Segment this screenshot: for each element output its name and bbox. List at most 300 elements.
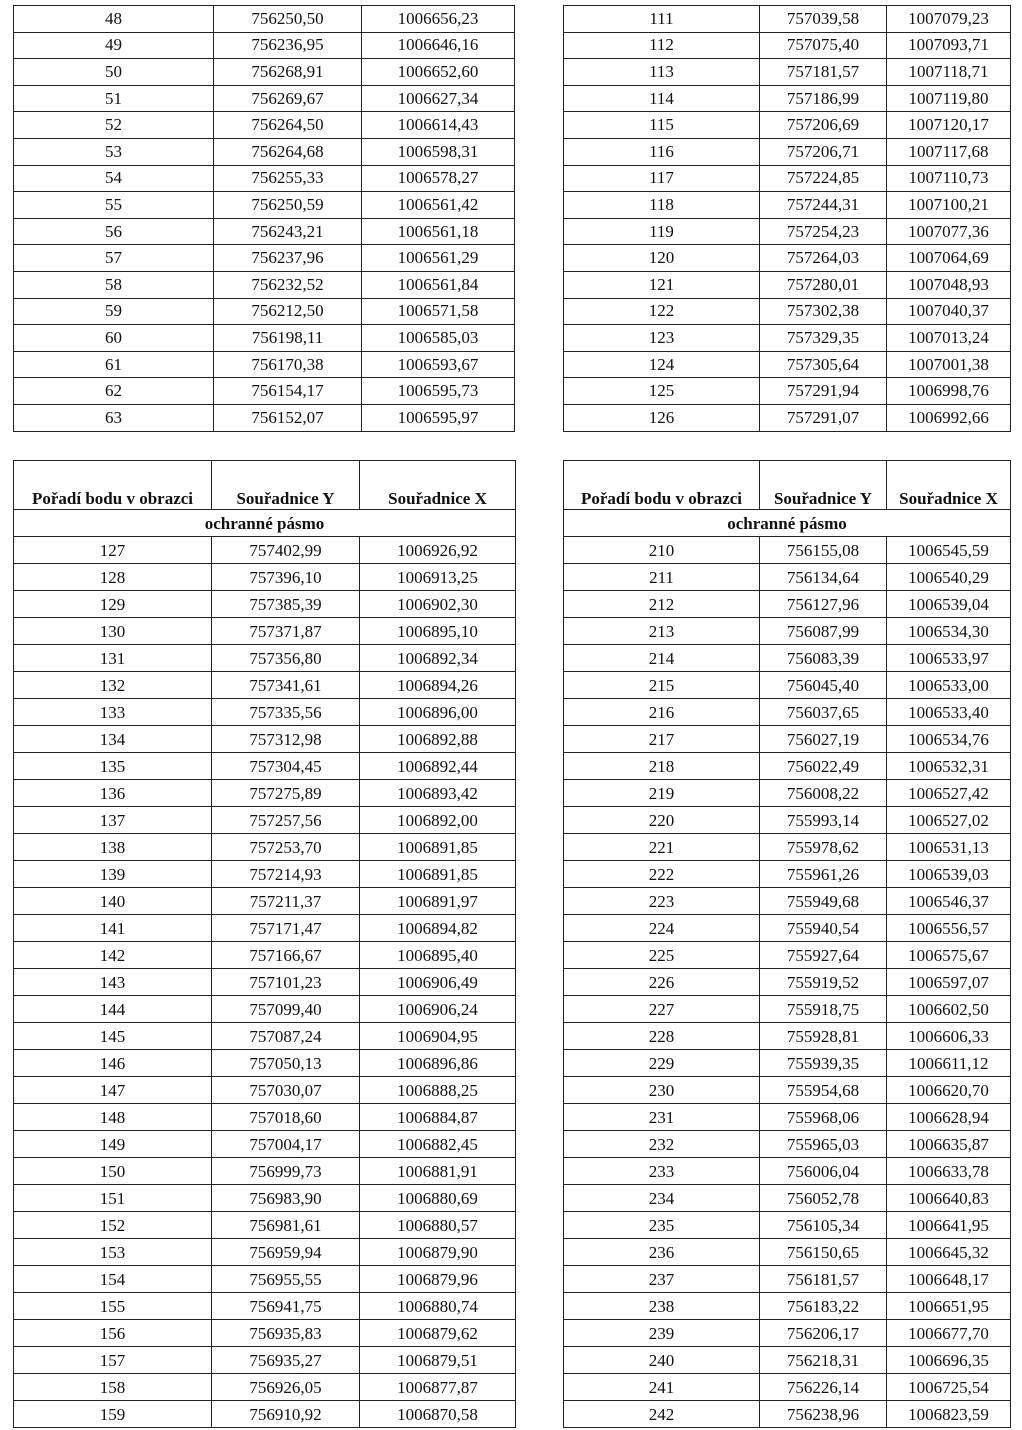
coordinate-y-cell: 755954,68 xyxy=(760,1077,887,1104)
coordinate-x-cell: 1006992,66 xyxy=(887,404,1011,431)
point-number-cell: 117 xyxy=(564,165,760,192)
coordinate-y-cell: 755978,62 xyxy=(760,834,887,861)
coordinate-y-cell: 756154,17 xyxy=(214,378,362,405)
point-number-cell: 49 xyxy=(14,32,214,59)
point-number-cell: 120 xyxy=(564,245,760,272)
coordinate-y-cell: 756105,34 xyxy=(760,1212,887,1239)
table-row xyxy=(14,85,515,112)
coordinate-x-cell: 1006896,86 xyxy=(360,1050,516,1077)
table-row xyxy=(14,942,516,969)
table-row xyxy=(14,6,515,33)
coordinate-x-cell: 1006561,84 xyxy=(362,271,515,298)
point-number-cell: 155 xyxy=(14,1293,212,1320)
point-number-cell: 225 xyxy=(564,942,760,969)
coordinate-x-cell: 1006913,25 xyxy=(360,564,516,591)
table-row xyxy=(14,1293,516,1320)
coordinate-y-cell: 757264,03 xyxy=(760,245,887,272)
point-number-cell: 210 xyxy=(564,537,760,564)
point-number-cell: 152 xyxy=(14,1212,212,1239)
coordinate-x-cell: 1006598,31 xyxy=(362,138,515,165)
point-number-cell: 113 xyxy=(564,59,760,86)
coordinate-x-cell: 1006906,49 xyxy=(360,969,516,996)
coordinate-y-cell: 757335,56 xyxy=(212,699,360,726)
coordinate-y-cell: 757087,24 xyxy=(212,1023,360,1050)
table-row xyxy=(14,192,515,219)
coordinates-table-top-left xyxy=(13,5,515,432)
coordinate-x-cell: 1007119,80 xyxy=(887,85,1011,112)
coordinate-x-cell: 1006870,58 xyxy=(360,1401,516,1428)
table-row xyxy=(14,245,515,272)
point-number-cell: 62 xyxy=(14,378,214,405)
point-number-cell: 135 xyxy=(14,753,212,780)
coordinate-x-cell: 1006633,78 xyxy=(887,1158,1011,1185)
table-row xyxy=(564,564,1011,591)
coordinate-x-cell: 1006546,37 xyxy=(887,888,1011,915)
coordinates-table-bottom-left xyxy=(13,460,516,1428)
point-number-cell: 61 xyxy=(14,351,214,378)
coordinates-table-bottom-right xyxy=(563,460,1011,1428)
coordinate-y-cell: 755961,26 xyxy=(760,861,887,888)
coordinate-y-cell: 756926,05 xyxy=(212,1374,360,1401)
coordinate-y-cell: 755949,68 xyxy=(760,888,887,915)
point-number-cell: 212 xyxy=(564,591,760,618)
coordinate-x-cell: 1006578,27 xyxy=(362,165,515,192)
coordinate-y-cell: 755939,35 xyxy=(760,1050,887,1077)
table-row xyxy=(564,1320,1011,1347)
coordinate-y-cell: 757396,10 xyxy=(212,564,360,591)
point-number-cell: 119 xyxy=(564,218,760,245)
point-number-cell: 115 xyxy=(564,112,760,139)
coordinate-x-cell: 1006606,33 xyxy=(887,1023,1011,1050)
coordinate-y-cell: 757181,57 xyxy=(760,59,887,86)
coordinate-y-cell: 757186,99 xyxy=(760,85,887,112)
point-number-cell: 216 xyxy=(564,699,760,726)
table-row xyxy=(14,165,515,192)
coordinate-y-cell: 757050,13 xyxy=(212,1050,360,1077)
point-number-cell: 235 xyxy=(564,1212,760,1239)
coordinate-y-cell: 756959,94 xyxy=(212,1239,360,1266)
coordinate-y-cell: 757166,67 xyxy=(212,942,360,969)
table-row xyxy=(564,537,1011,564)
coordinate-x-cell: 1006635,87 xyxy=(887,1131,1011,1158)
point-number-cell: 144 xyxy=(14,996,212,1023)
point-number-cell: 153 xyxy=(14,1239,212,1266)
coordinate-y-cell: 757304,45 xyxy=(212,753,360,780)
coordinate-y-cell: 757356,80 xyxy=(212,645,360,672)
point-number-cell: 111 xyxy=(564,6,760,33)
table-row xyxy=(14,1320,516,1347)
point-number-cell: 145 xyxy=(14,1023,212,1050)
coordinate-x-cell: 1006906,24 xyxy=(360,996,516,1023)
table-row xyxy=(564,1239,1011,1266)
table-row xyxy=(14,753,516,780)
table-row xyxy=(14,1212,516,1239)
point-number-cell: 137 xyxy=(14,807,212,834)
table-row xyxy=(14,112,515,139)
coordinate-x-cell: 1006533,40 xyxy=(887,699,1011,726)
coordinate-x-cell: 1006902,30 xyxy=(360,591,516,618)
table-row xyxy=(564,112,1011,139)
table-row xyxy=(14,404,515,431)
point-number-cell: 149 xyxy=(14,1131,212,1158)
table-row xyxy=(564,192,1011,219)
header-coordinate-x: Souřadnice X xyxy=(887,461,1011,510)
table-row xyxy=(14,699,516,726)
point-number-cell: 241 xyxy=(564,1374,760,1401)
coordinate-x-cell: 1006896,00 xyxy=(360,699,516,726)
point-number-cell: 56 xyxy=(14,218,214,245)
point-number-cell: 228 xyxy=(564,1023,760,1050)
coordinate-y-cell: 757214,93 xyxy=(212,861,360,888)
table-row xyxy=(14,1347,516,1374)
coordinate-y-cell: 756006,04 xyxy=(760,1158,887,1185)
section-label: ochranné pásmo xyxy=(564,510,1011,537)
point-number-cell: 242 xyxy=(564,1401,760,1428)
table-row xyxy=(564,404,1011,431)
point-number-cell: 130 xyxy=(14,618,212,645)
coordinate-x-cell: 1006892,00 xyxy=(360,807,516,834)
table-row xyxy=(14,1104,516,1131)
point-number-cell: 156 xyxy=(14,1320,212,1347)
point-number-cell: 58 xyxy=(14,271,214,298)
table-row xyxy=(564,618,1011,645)
table-row xyxy=(564,915,1011,942)
table-row xyxy=(14,59,515,86)
coordinate-y-cell: 757291,94 xyxy=(760,378,887,405)
table-row xyxy=(564,271,1011,298)
coordinate-x-cell: 1006614,43 xyxy=(362,112,515,139)
coordinate-y-cell: 755993,14 xyxy=(760,807,887,834)
point-number-cell: 220 xyxy=(564,807,760,834)
point-number-cell: 116 xyxy=(564,138,760,165)
point-number-cell: 238 xyxy=(564,1293,760,1320)
coordinate-x-cell: 1006879,96 xyxy=(360,1266,516,1293)
coordinate-x-cell: 1006894,82 xyxy=(360,915,516,942)
coordinate-y-cell: 757004,17 xyxy=(212,1131,360,1158)
point-number-cell: 112 xyxy=(564,32,760,59)
point-number-cell: 234 xyxy=(564,1185,760,1212)
coordinate-y-cell: 757257,56 xyxy=(212,807,360,834)
coordinate-x-cell: 1006527,42 xyxy=(887,780,1011,807)
table-row xyxy=(14,564,516,591)
coordinate-x-cell: 1006882,45 xyxy=(360,1131,516,1158)
point-number-cell: 139 xyxy=(14,861,212,888)
coordinate-y-cell: 756022,49 xyxy=(760,753,887,780)
table-row xyxy=(564,1104,1011,1131)
coordinate-x-cell: 1006561,18 xyxy=(362,218,515,245)
coordinate-x-cell: 1006640,83 xyxy=(887,1185,1011,1212)
coordinate-y-cell: 756232,52 xyxy=(214,271,362,298)
table-row xyxy=(564,645,1011,672)
table-row xyxy=(14,1266,516,1293)
coordinate-x-cell: 1007117,68 xyxy=(887,138,1011,165)
table-row xyxy=(564,753,1011,780)
point-number-cell: 122 xyxy=(564,298,760,325)
coordinate-x-cell: 1006556,57 xyxy=(887,915,1011,942)
point-number-cell: 215 xyxy=(564,672,760,699)
point-number-cell: 133 xyxy=(14,699,212,726)
table-row xyxy=(564,996,1011,1023)
point-number-cell: 123 xyxy=(564,325,760,352)
coordinate-y-cell: 757305,64 xyxy=(760,351,887,378)
coordinate-x-cell: 1006926,92 xyxy=(360,537,516,564)
table-row xyxy=(14,271,515,298)
point-number-cell: 236 xyxy=(564,1239,760,1266)
table-row xyxy=(564,672,1011,699)
coordinate-y-cell: 756037,65 xyxy=(760,699,887,726)
table-row xyxy=(564,1131,1011,1158)
table-row xyxy=(564,861,1011,888)
coordinate-y-cell: 755940,54 xyxy=(760,915,887,942)
table-row xyxy=(14,218,515,245)
table-row xyxy=(564,1293,1011,1320)
table-row xyxy=(564,888,1011,915)
table-row xyxy=(14,996,516,1023)
coordinate-x-cell: 1006571,58 xyxy=(362,298,515,325)
table-row xyxy=(564,378,1011,405)
coordinate-x-cell: 1006892,34 xyxy=(360,645,516,672)
coordinate-x-cell: 1006892,88 xyxy=(360,726,516,753)
coordinate-x-cell: 1006611,12 xyxy=(887,1050,1011,1077)
coordinate-y-cell: 757291,07 xyxy=(760,404,887,431)
table-row xyxy=(564,218,1011,245)
coordinate-y-cell: 757341,61 xyxy=(212,672,360,699)
point-number-cell: 57 xyxy=(14,245,214,272)
point-number-cell: 150 xyxy=(14,1158,212,1185)
table-row xyxy=(14,591,516,618)
coordinate-y-cell: 757385,39 xyxy=(212,591,360,618)
coordinate-x-cell: 1007013,24 xyxy=(887,325,1011,352)
coordinate-y-cell: 756941,75 xyxy=(212,1293,360,1320)
point-number-cell: 131 xyxy=(14,645,212,672)
coordinate-y-cell: 756238,96 xyxy=(760,1401,887,1428)
coordinate-y-cell: 756983,90 xyxy=(212,1185,360,1212)
point-number-cell: 127 xyxy=(14,537,212,564)
point-number-cell: 231 xyxy=(564,1104,760,1131)
table-row xyxy=(564,807,1011,834)
point-number-cell: 213 xyxy=(564,618,760,645)
coordinate-x-cell: 1006646,16 xyxy=(362,32,515,59)
point-number-cell: 239 xyxy=(564,1320,760,1347)
coordinate-x-cell: 1006677,70 xyxy=(887,1320,1011,1347)
table-row xyxy=(14,969,516,996)
table-row xyxy=(14,1023,516,1050)
coordinate-x-cell: 1007040,37 xyxy=(887,298,1011,325)
coordinate-y-cell: 756170,38 xyxy=(214,351,362,378)
header-coordinate-y: Souřadnice Y xyxy=(212,461,360,510)
table-row xyxy=(564,298,1011,325)
coordinate-x-cell: 1006585,03 xyxy=(362,325,515,352)
coordinate-x-cell: 1006880,69 xyxy=(360,1185,516,1212)
point-number-cell: 157 xyxy=(14,1347,212,1374)
coordinate-x-cell: 1006891,97 xyxy=(360,888,516,915)
coordinate-y-cell: 756134,64 xyxy=(760,564,887,591)
table-row xyxy=(14,1374,516,1401)
coordinate-x-cell: 1007048,93 xyxy=(887,271,1011,298)
coordinate-x-cell: 1006891,85 xyxy=(360,861,516,888)
coordinate-y-cell: 755928,81 xyxy=(760,1023,887,1050)
table-row xyxy=(14,1158,516,1185)
coordinate-x-cell: 1006725,54 xyxy=(887,1374,1011,1401)
coordinate-y-cell: 756955,55 xyxy=(212,1266,360,1293)
point-number-cell: 51 xyxy=(14,85,214,112)
coordinate-x-cell: 1006575,67 xyxy=(887,942,1011,969)
table-row xyxy=(14,807,516,834)
table-row xyxy=(14,780,516,807)
coordinate-y-cell: 756243,21 xyxy=(214,218,362,245)
table-row xyxy=(14,378,515,405)
coordinate-y-cell: 756183,22 xyxy=(760,1293,887,1320)
coordinate-x-cell: 1006888,25 xyxy=(360,1077,516,1104)
point-number-cell: 132 xyxy=(14,672,212,699)
coordinate-y-cell: 756237,96 xyxy=(214,245,362,272)
coordinates-table-top-right xyxy=(563,5,1011,432)
point-number-cell: 53 xyxy=(14,138,214,165)
coordinate-y-cell: 757171,47 xyxy=(212,915,360,942)
coordinate-x-cell: 1006533,00 xyxy=(887,672,1011,699)
table-row xyxy=(14,537,516,564)
coordinate-y-cell: 757280,01 xyxy=(760,271,887,298)
point-number-cell: 143 xyxy=(14,969,212,996)
coordinate-y-cell: 756264,50 xyxy=(214,112,362,139)
table-row xyxy=(564,325,1011,352)
coordinate-x-cell: 1006534,76 xyxy=(887,726,1011,753)
header-row xyxy=(564,461,1011,510)
coordinate-x-cell: 1007079,23 xyxy=(887,6,1011,33)
point-number-cell: 140 xyxy=(14,888,212,915)
coordinate-x-cell: 1007120,17 xyxy=(887,112,1011,139)
coordinate-y-cell: 756268,91 xyxy=(214,59,362,86)
point-number-cell: 218 xyxy=(564,753,760,780)
coordinate-y-cell: 755968,06 xyxy=(760,1104,887,1131)
point-number-cell: 129 xyxy=(14,591,212,618)
table-row xyxy=(564,138,1011,165)
point-number-cell: 230 xyxy=(564,1077,760,1104)
coordinate-x-cell: 1006891,85 xyxy=(360,834,516,861)
point-number-cell: 50 xyxy=(14,59,214,86)
coordinate-y-cell: 756218,31 xyxy=(760,1347,887,1374)
coordinate-y-cell: 756226,14 xyxy=(760,1374,887,1401)
point-number-cell: 59 xyxy=(14,298,214,325)
table-row xyxy=(14,888,516,915)
table-row xyxy=(564,351,1011,378)
point-number-cell: 221 xyxy=(564,834,760,861)
point-number-cell: 214 xyxy=(564,645,760,672)
point-number-cell: 151 xyxy=(14,1185,212,1212)
header-coordinate-x: Souřadnice X xyxy=(360,461,516,510)
coordinate-y-cell: 756150,65 xyxy=(760,1239,887,1266)
coordinate-y-cell: 756027,19 xyxy=(760,726,887,753)
coordinate-y-cell: 757402,99 xyxy=(212,537,360,564)
point-number-cell: 147 xyxy=(14,1077,212,1104)
coordinate-x-cell: 1006696,35 xyxy=(887,1347,1011,1374)
point-number-cell: 159 xyxy=(14,1401,212,1428)
coordinate-x-cell: 1006620,70 xyxy=(887,1077,1011,1104)
point-number-cell: 158 xyxy=(14,1374,212,1401)
table-row xyxy=(564,1266,1011,1293)
coordinate-y-cell: 756250,50 xyxy=(214,6,362,33)
table-row xyxy=(14,1050,516,1077)
point-number-cell: 54 xyxy=(14,165,214,192)
point-number-cell: 226 xyxy=(564,969,760,996)
coordinate-y-cell: 756127,96 xyxy=(760,591,887,618)
coordinate-y-cell: 756999,73 xyxy=(212,1158,360,1185)
coordinate-x-cell: 1006823,59 xyxy=(887,1401,1011,1428)
point-number-cell: 52 xyxy=(14,112,214,139)
table-row xyxy=(564,1185,1011,1212)
coordinate-y-cell: 757075,40 xyxy=(760,32,887,59)
coordinate-y-cell: 757206,69 xyxy=(760,112,887,139)
coordinate-y-cell: 756152,07 xyxy=(214,404,362,431)
coordinate-y-cell: 757224,85 xyxy=(760,165,887,192)
table-row xyxy=(564,1050,1011,1077)
coordinate-x-cell: 1006628,94 xyxy=(887,1104,1011,1131)
coordinate-x-cell: 1006532,31 xyxy=(887,753,1011,780)
coordinate-x-cell: 1006879,90 xyxy=(360,1239,516,1266)
point-number-cell: 154 xyxy=(14,1266,212,1293)
table-row xyxy=(564,969,1011,996)
coordinate-x-cell: 1006651,95 xyxy=(887,1293,1011,1320)
table-row xyxy=(14,645,516,672)
coordinate-x-cell: 1006527,02 xyxy=(887,807,1011,834)
coordinate-y-cell: 756198,11 xyxy=(214,325,362,352)
coordinate-x-cell: 1006595,73 xyxy=(362,378,515,405)
header-point-order: Pořadí bodu v obrazci xyxy=(14,461,212,510)
coordinate-x-cell: 1006645,32 xyxy=(887,1239,1011,1266)
coordinate-x-cell: 1006627,34 xyxy=(362,85,515,112)
table-row xyxy=(564,699,1011,726)
coordinate-x-cell: 1006539,04 xyxy=(887,591,1011,618)
coordinate-x-cell: 1006539,03 xyxy=(887,861,1011,888)
table-row xyxy=(564,1158,1011,1185)
point-number-cell: 217 xyxy=(564,726,760,753)
point-number-cell: 126 xyxy=(564,404,760,431)
coordinate-y-cell: 757253,70 xyxy=(212,834,360,861)
coordinate-y-cell: 756250,59 xyxy=(214,192,362,219)
table-row xyxy=(14,32,515,59)
section-row xyxy=(564,510,1011,537)
coordinate-y-cell: 757211,37 xyxy=(212,888,360,915)
coordinate-x-cell: 1006533,97 xyxy=(887,645,1011,672)
coordinate-x-cell: 1006877,87 xyxy=(360,1374,516,1401)
point-number-cell: 138 xyxy=(14,834,212,861)
table-row xyxy=(564,1212,1011,1239)
coordinate-x-cell: 1006656,23 xyxy=(362,6,515,33)
coordinate-x-cell: 1006879,62 xyxy=(360,1320,516,1347)
table-row xyxy=(564,59,1011,86)
point-number-cell: 219 xyxy=(564,780,760,807)
table-row xyxy=(14,1131,516,1158)
coordinate-x-cell: 1006998,76 xyxy=(887,378,1011,405)
table-row xyxy=(564,1401,1011,1428)
table-row xyxy=(14,325,515,352)
coordinate-y-cell: 756045,40 xyxy=(760,672,887,699)
table-row xyxy=(564,1077,1011,1104)
header-row xyxy=(14,461,516,510)
coordinate-x-cell: 1006879,51 xyxy=(360,1347,516,1374)
table-row xyxy=(564,780,1011,807)
coordinate-y-cell: 756212,50 xyxy=(214,298,362,325)
coordinate-y-cell: 757030,07 xyxy=(212,1077,360,1104)
point-number-cell: 114 xyxy=(564,85,760,112)
coordinate-y-cell: 756236,95 xyxy=(214,32,362,59)
coordinate-y-cell: 755927,64 xyxy=(760,942,887,969)
coordinate-y-cell: 757275,89 xyxy=(212,780,360,807)
table-row xyxy=(14,138,515,165)
coordinate-x-cell: 1007001,38 xyxy=(887,351,1011,378)
coordinate-x-cell: 1006884,87 xyxy=(360,1104,516,1131)
coordinate-y-cell: 757329,35 xyxy=(760,325,887,352)
